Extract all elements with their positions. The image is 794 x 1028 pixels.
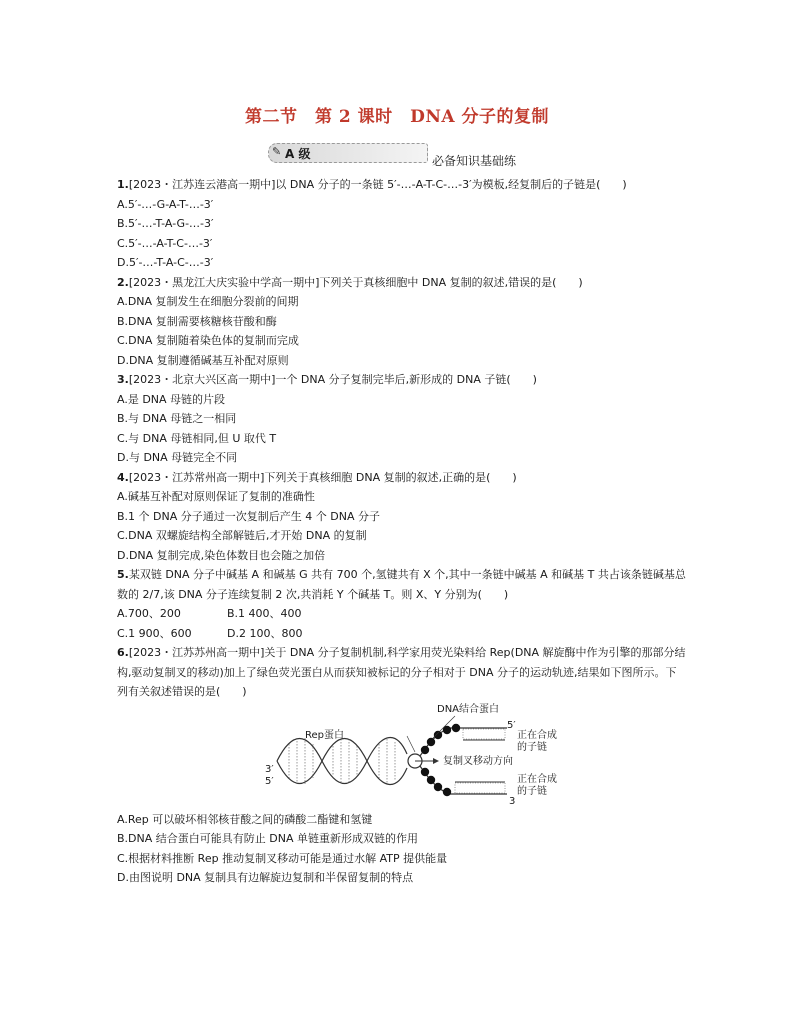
question-stem: [2023・黑龙江大庆实验中学高一期中]下列关于真核细胞中 DNA 复制的叙述,错误的是( ) bbox=[128, 275, 583, 289]
rep-pointer bbox=[407, 736, 415, 752]
helix-strand-1 bbox=[277, 737, 407, 783]
option-a: A.DNA 复制发生在细胞分裂前的间期 bbox=[117, 295, 299, 308]
option-d: D.DNA 复制完成,染色体数目也会随之加倍 bbox=[117, 548, 326, 562]
new-strand-lower bbox=[455, 783, 505, 793]
question-stem: [2023・江苏常州高一期中]下列关于真核细胞 DNA 复制的叙述,正确的是( ) bbox=[128, 470, 517, 484]
option-b: B.1 400、400 bbox=[227, 607, 302, 620]
option-c: C.DNA 复制随着染色体的复制而完成 bbox=[117, 334, 299, 347]
question-6: 6.[2023・江苏苏州高一期中]关于 DNA 分子复制机制,科学家用荧光染料给 Rep(DNA 解旋酶中作为引擎的那部分结构,驱动复制叉的移动)加上了绿色荧光蛋白从而获知被标记的分子相对于 DNA 分子的运动轨迹,结果如下图所示。下列有关叙述错误的是( ) bbox=[117, 646, 686, 698]
section-level-label: A 级 bbox=[285, 147, 311, 161]
question-stem: 某双链 DNA 分子中碱基 A 和碱基 G 共有 700 个,氢键共有 X 个,其中一条链中碱基 A 和碱基 T 共占该条链碱基总数的 2/7,该 DNA 分子连续复制 2 次,共消耗 Y 个碱基 T。则 X、Y 分别为( ) bbox=[117, 568, 686, 601]
option-row bbox=[117, 604, 687, 624]
question-stem: [2023・北京大兴区高一期中]一个 DNA 分子复制完毕后,新形成的 DNA 子链( ) bbox=[128, 373, 537, 386]
section-subtitle: 必备知识基础练 bbox=[432, 154, 517, 168]
option-d: D.2 100、800 bbox=[227, 626, 303, 640]
option-b: B.DNA 复制需要核糖核苷酸和酶 bbox=[117, 314, 277, 328]
label-5prime-right: 5′ bbox=[507, 719, 516, 731]
label-rep-protein: Rep蛋白 bbox=[305, 729, 344, 741]
option-d: D.与 DNA 母链完全不同 bbox=[117, 451, 238, 464]
option-c: C.根据材料推断 Rep 推动复制叉移动可能是通过水解 ATP 提供能量 bbox=[117, 851, 448, 865]
question-3: 3.[2023・北京大兴区高一期中]一个 DNA 分子复制完毕后,新形成的 DNA 子链( ) bbox=[117, 373, 537, 386]
label-binding-protein: DNA结合蛋白 bbox=[437, 703, 500, 715]
option-a: A.700、200 bbox=[117, 607, 181, 620]
option-c: C.与 DNA 母链相同,但 U 取代 T bbox=[117, 431, 277, 445]
binding-proteins-upper bbox=[421, 723, 460, 753]
helix-strand-2 bbox=[277, 738, 407, 784]
option-b: B.5′-…-T-A-G-…-3′ bbox=[117, 217, 214, 230]
question-5: 5.某双链 DNA 分子中碱基 A 和碱基 G 共有 700 个,氢键共有 X 个,其中一条链中碱基 A 和碱基 T 共占该条链碱基总数的 2/7,该 DNA 分子连续复制 2 次,共消耗 Y 个碱基 T。则 X、Y 分别为( ) bbox=[117, 568, 686, 601]
binding-proteins-lower bbox=[421, 767, 451, 795]
label-new-strand-top: 正在合成 的子链 bbox=[517, 729, 557, 753]
option-a: A.Rep 可以破坏相邻核苷酸之间的磷酸二酯键和氢键 bbox=[117, 812, 373, 826]
arrow-head-icon bbox=[433, 758, 439, 764]
section-level-badge bbox=[268, 143, 428, 163]
option-c: C.DNA 双螺旋结构全部解链后,才开始 DNA 的复制 bbox=[117, 529, 367, 542]
option-c: C.5′-…-A-T-C-…-3′ bbox=[117, 236, 213, 250]
option-d: D.由图说明 DNA 复制具有边解旋边复制和半保留复制的特点 bbox=[117, 871, 414, 884]
option-b: B.1 个 DNA 分子通过一次复制后产生 4 个 DNA 分子 bbox=[117, 509, 380, 523]
label-3prime-left: 3′ bbox=[265, 763, 274, 775]
dna-replication-figure bbox=[117, 703, 687, 807]
option-a: A.碱基互补配对原则保证了复制的准确性 bbox=[117, 490, 315, 503]
helix-base-pairs bbox=[289, 738, 395, 784]
question-2: 2.[2023・黑龙江大庆实验中学高一期中]下列关于真核细胞中 DNA 复制的叙述,错误的是( ) bbox=[117, 275, 583, 289]
option-a: A.是 DNA 母链的片段 bbox=[117, 392, 226, 406]
new-strand-upper bbox=[463, 729, 505, 739]
question-list bbox=[117, 175, 687, 888]
binding-pointer bbox=[433, 716, 455, 738]
option-row bbox=[117, 624, 687, 644]
option-d: D.DNA 复制遵循碱基互补配对原则 bbox=[117, 353, 289, 367]
question-1: 1.[2023・江苏连云港高一期中]以 DNA 分子的一条链 5′-…-A-T-C-…-3′为模板,经复制后的子链是( ) bbox=[117, 178, 627, 191]
option-d: D.5′-…-T-A-C-…-3′ bbox=[117, 256, 214, 269]
option-a: A.5′-…-G-A-T-…-3′ bbox=[117, 197, 214, 211]
question-4: 4.[2023・江苏常州高一期中]下列关于真核细胞 DNA 复制的叙述,正确的是( ) bbox=[117, 470, 517, 484]
question-stem: [2023・江苏苏州高一期中]关于 DNA 分子复制机制,科学家用荧光染料给 Rep(DNA 解旋酶中作为引擎的那部分结构,驱动复制叉的移动)加上了绿色荧光蛋白从而获知被标记的分子相对于 DNA 分子的运动轨迹,结果如下图所示。下列有关叙述错误的是( ) bbox=[117, 646, 686, 698]
label-new-strand-bottom: 正在合成 的子链 bbox=[517, 773, 557, 797]
label-3prime-right: 3 bbox=[509, 795, 516, 807]
option-b: B.与 DNA 母链之一相同 bbox=[117, 412, 237, 425]
label-5prime-left: 5′ bbox=[265, 775, 274, 787]
option-c: C.1 900、600 bbox=[117, 626, 192, 640]
question-stem: [2023・江苏连云港高一期中]以 DNA 分子的一条链 5′-…-A-T-C-…-3′为模板,经复制后的子链是( ) bbox=[128, 178, 627, 191]
label-fork-direction: 复制叉移动方向 bbox=[443, 755, 513, 767]
option-b: B.DNA 结合蛋白可能具有防止 DNA 单链重新形成双链的作用 bbox=[117, 832, 418, 845]
page-title: 第二节 第 2 课时 DNA 分子的复制 bbox=[244, 107, 550, 127]
pencil-icon: ✎ bbox=[272, 145, 282, 158]
